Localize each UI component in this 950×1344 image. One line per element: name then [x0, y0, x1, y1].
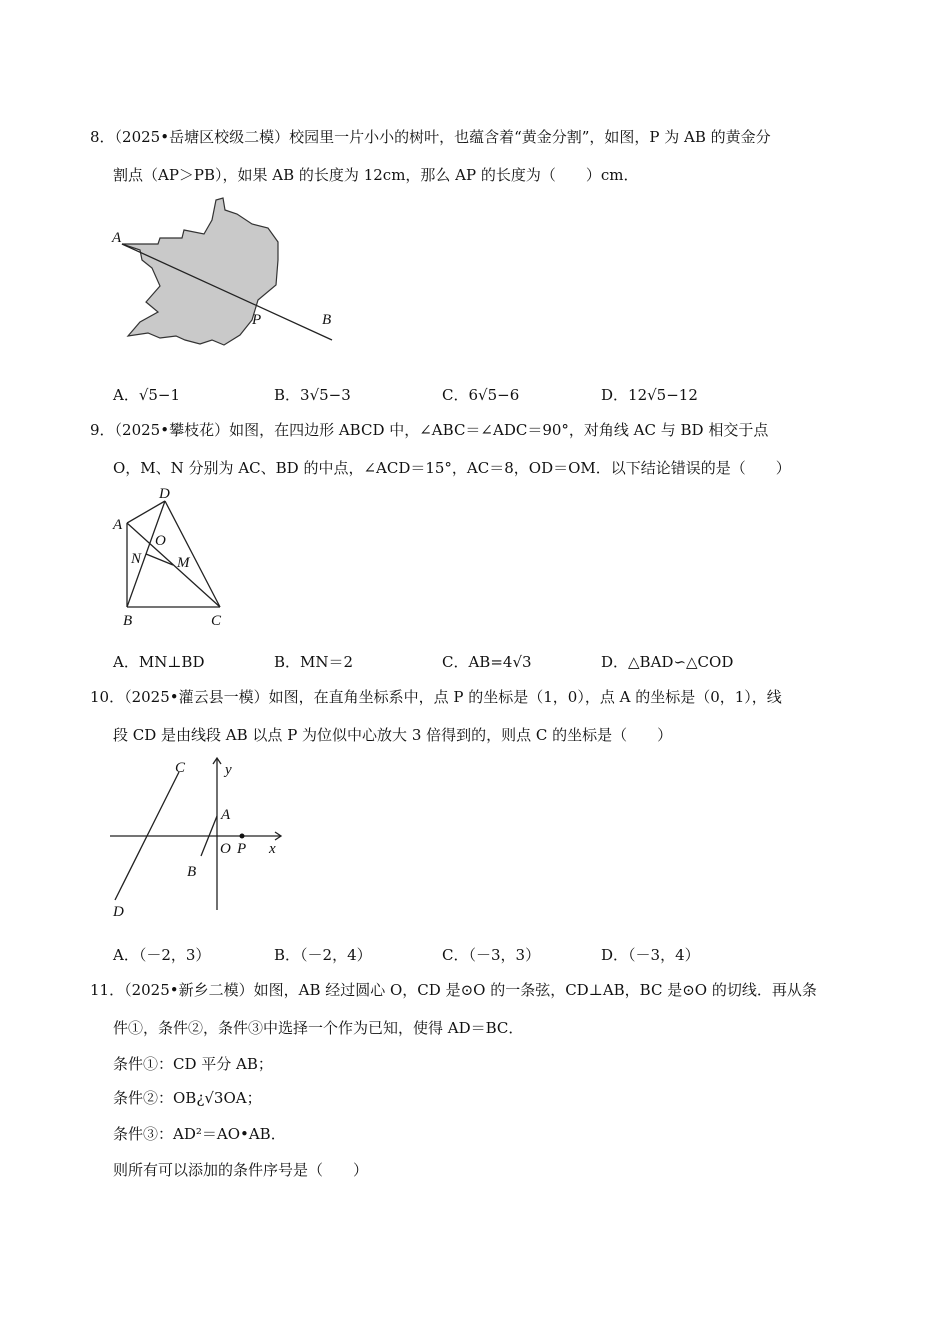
q8-line2: 割点（AP＞PB），如果 AB 的长度为 12cm，那么 AP 的长度为（ ）cm．	[113, 166, 639, 184]
q11-line2: 件①，条件②，条件③中选择一个作为已知，使得 AD＝BC．	[113, 1019, 524, 1037]
q10-option-b[interactable]: B．（－2，4）	[274, 946, 372, 964]
label-M: M	[177, 555, 190, 571]
q9-option-b[interactable]: B．MN＝2	[274, 653, 354, 671]
point-P	[240, 834, 245, 839]
label-A: A	[112, 230, 122, 246]
q10-option-c[interactable]: C．（－3，3）	[442, 946, 541, 964]
q8-option-a[interactable]: A．√5−1	[113, 386, 181, 404]
label-y: y	[225, 762, 232, 778]
label-A: A	[221, 807, 231, 823]
q8-leaf-figure	[100, 190, 350, 365]
label-D: D	[113, 904, 124, 920]
q11-condition-1: 条件①：CD 平分 AB；	[113, 1055, 273, 1073]
q8-option-c[interactable]: C．6√5−6	[442, 386, 520, 404]
q11-line1: 11．（2025•新乡二模）如图，AB 经过圆心 O，CD 是⊙O 的一条弦，CD⊥AB，BC 是⊙O 的切线．再从条	[90, 981, 817, 999]
q8-option-d[interactable]: D．12√5−12	[601, 386, 698, 404]
label-O: O	[155, 533, 166, 549]
q10-option-a[interactable]: A．（－2，3）	[113, 946, 211, 964]
q11-condition-3: 条件③：AD²＝AO•AB．	[113, 1125, 286, 1143]
label-x: x	[269, 841, 276, 857]
q10-option-d[interactable]: D．（－3，4）	[601, 946, 700, 964]
q10-line1: 10．（2025•灌云县一模）如图，在直角坐标系中，点 P 的坐标是（1，0），点 A 的坐标是（0，1），线	[90, 688, 782, 706]
label-N: N	[131, 551, 142, 567]
label-P: P	[252, 312, 262, 328]
q10-coordinate-figure	[105, 752, 295, 922]
label-C: C	[175, 760, 186, 776]
q9-option-d[interactable]: D．△BAD∽△COD	[601, 653, 734, 671]
label-O: O	[220, 841, 231, 857]
q11-question: 则所有可以添加的条件序号是（ ）	[113, 1161, 369, 1179]
q9-quadrilateral-figure	[105, 483, 240, 633]
q10-line2: 段 CD 是由线段 AB 以点 P 为位似中心放大 3 倍得到的，则点 C 的坐标是（ ）	[113, 726, 673, 744]
q8-option-b[interactable]: B．3√5−3	[274, 386, 351, 404]
label-D: D	[159, 486, 170, 502]
label-B: B	[187, 864, 197, 880]
q9-line2: O，M、N 分别为 AC、BD 的中点，∠ACD＝15°，AC＝8，OD＝OM．以下结论错误的是（ ）	[113, 459, 791, 477]
q9-option-a[interactable]: A．MN⊥BD	[113, 653, 205, 671]
q11-condition-2: 条件②：OB¿√3OA；	[113, 1089, 262, 1107]
label-P: P	[237, 841, 247, 857]
label-A: A	[113, 517, 123, 533]
q8-line1: 8．（2025•岳塘区校级二模）校园里一片小小的树叶，也蕴含着“黄金分割”，如图，P 为 AB 的黄金分	[90, 128, 771, 146]
label-C: C	[211, 613, 222, 629]
label-B: B	[123, 613, 133, 629]
q9-option-c[interactable]: C．AB=4√3	[442, 653, 532, 671]
q9-line1: 9．（2025•攀枝花）如图，在四边形 ABCD 中，∠ABC＝∠ADC＝90°，对角线 AC 与 BD 相交于点	[90, 421, 769, 439]
label-B: B	[322, 312, 332, 328]
